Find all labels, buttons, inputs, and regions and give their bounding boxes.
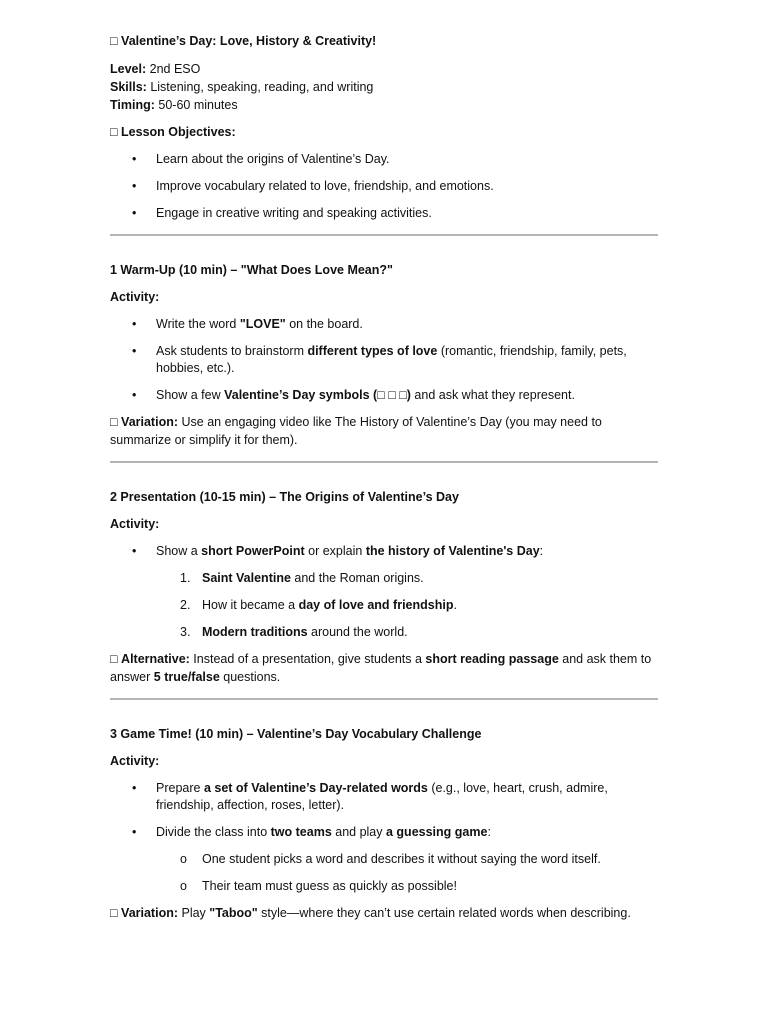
- objectives-heading: [110, 123, 658, 141]
- presentation-activity-label: Activity:: [110, 517, 160, 531]
- text-run: Divide the class into: [156, 825, 271, 839]
- game-variation-note: [110, 904, 658, 922]
- list-item: [110, 780, 658, 814]
- list-item: [110, 343, 658, 377]
- text-run-bold: Valentine’s Day symbols: [224, 388, 370, 402]
- text-run: Show a: [156, 544, 202, 558]
- warmup-variation-note: [110, 413, 658, 449]
- game-list: [110, 780, 658, 841]
- level-value: 2nd ESO: [149, 62, 201, 76]
- text-run: :: [539, 544, 544, 558]
- list-item: • Engage in creative writing and speaking activities.: [110, 205, 658, 222]
- list-item: [110, 316, 658, 333]
- list-item: [110, 824, 658, 841]
- warmup-activity-label: Activity:: [110, 290, 160, 304]
- timing-value: 50-60 minutes: [158, 98, 238, 112]
- text-run: .: [453, 598, 457, 612]
- text-run: Prepare: [156, 781, 204, 795]
- text-run: Instead of a presentation, give students a: [189, 652, 426, 666]
- text-run-bold: the history of Valentine's Day: [365, 544, 540, 558]
- note-label: Variation:: [121, 906, 179, 920]
- text-run: and ask what they represent.: [410, 388, 575, 402]
- text-run-bold: day of love and friendship: [298, 598, 454, 612]
- item-number: 2.: [180, 598, 191, 612]
- level-label: Level:: [110, 62, 147, 76]
- timing-line: [110, 96, 658, 114]
- star-emoji-icon: □: [110, 906, 118, 920]
- text-run: on the board.: [285, 317, 363, 331]
- warmup-heading: 1 Warm-Up (10 min) – "What Does Love Mean?": [110, 263, 393, 277]
- lesson-plan-document: [110, 32, 658, 922]
- sub-list-item: o One student picks a word and describes it without saying the word itself.: [110, 851, 658, 868]
- sub-list-item: o Their team must guess as quickly as possible!: [110, 878, 658, 895]
- list-item: • Learn about the origins of Valentine’s Day.: [110, 151, 658, 168]
- game-heading: 3 Game Time! (10 min) – Valentine’s Day Vocabulary Challenge: [110, 727, 482, 741]
- text-run: Play: [178, 906, 210, 920]
- text-run: Show a few: [156, 388, 225, 402]
- text-run: and ask them to answer: [110, 652, 652, 684]
- text-run: and the Roman origins.: [290, 571, 424, 585]
- target-emoji-icon: □: [110, 125, 118, 139]
- game-sub-list: [110, 851, 658, 895]
- text-run-bold: "Taboo": [209, 906, 258, 920]
- note-label: Variation:: [121, 415, 179, 429]
- section-divider: [110, 461, 658, 463]
- text-run: :: [487, 825, 491, 839]
- numbered-item: [110, 624, 658, 641]
- text-run-bold: different types of love: [307, 344, 438, 358]
- text-run: (romantic, friendship, family, pets, hobbies, etc.).: [156, 344, 627, 375]
- text-run: or explain: [304, 544, 366, 558]
- text-run-bold: "LOVE": [239, 317, 286, 331]
- item-number: 1.: [180, 571, 191, 585]
- text-run: around the world.: [307, 625, 408, 639]
- objectives-list: [110, 151, 658, 222]
- presentation-heading: 2 Presentation (10-15 min) – The Origins of Valentine’s Day: [110, 490, 459, 504]
- numbered-item: [110, 597, 658, 614]
- presentation-list: [110, 543, 658, 560]
- warmup-list: [110, 316, 658, 404]
- text-run-bold: a guessing game: [386, 825, 488, 839]
- video-emoji-icon: □: [110, 415, 118, 429]
- book-emoji-icon: □: [110, 652, 118, 666]
- document-title-text: Valentine’s Day: Love, History & Creativity!: [121, 34, 377, 48]
- section-divider: [110, 234, 658, 236]
- text-run-bold: short PowerPoint: [201, 544, 305, 558]
- text-run-bold: short reading passage: [425, 652, 559, 666]
- timing-label: Timing:: [110, 98, 155, 112]
- item-number: 3.: [180, 625, 191, 639]
- document-title: [110, 32, 658, 50]
- text-run-bold: 5 true/false: [153, 670, 220, 684]
- objectives-heading-text: Lesson Objectives:: [121, 125, 236, 139]
- text-run: (e.g., love, heart, crush, admire, friendship, affection, roses, letter).: [156, 781, 608, 812]
- skills-line: [110, 78, 658, 96]
- text-run: Write the word: [156, 317, 240, 331]
- text-run: How it became a: [202, 598, 299, 612]
- text-run: Ask students to brainstorm: [156, 344, 308, 358]
- level-line: [110, 60, 658, 78]
- text-run-bold: Saint Valentine: [202, 571, 291, 585]
- section-divider: [110, 698, 658, 700]
- valentine-symbols-icon: (□ □ □): [369, 388, 411, 402]
- list-item: • Improve vocabulary related to love, friendship, and emotions.: [110, 178, 658, 195]
- text-run-bold: Modern traditions: [202, 625, 308, 639]
- numbered-item: [110, 570, 658, 587]
- text-run: style—where they can’t use certain related words when describing.: [257, 906, 631, 920]
- game-activity-label: Activity:: [110, 754, 160, 768]
- text-run: and play: [331, 825, 386, 839]
- note-label: Alternative:: [121, 652, 190, 666]
- skills-value: Listening, speaking, reading, and writing: [150, 80, 374, 94]
- list-item: [110, 387, 658, 404]
- text-run: questions.: [219, 670, 281, 684]
- text-run-bold: a set of Valentine’s Day-related words: [203, 781, 428, 795]
- presentation-numbered-list: [110, 570, 658, 641]
- text-run-bold: two teams: [270, 825, 332, 839]
- skills-label: Skills:: [110, 80, 147, 94]
- note-text: Use an engaging video like The History of Valentine’s Day (you may need to summarize or simplify it for them).: [110, 415, 602, 447]
- list-item: [110, 543, 658, 560]
- presentation-alternative-note: [110, 650, 658, 686]
- heart-emoji-icon: □: [110, 34, 118, 48]
